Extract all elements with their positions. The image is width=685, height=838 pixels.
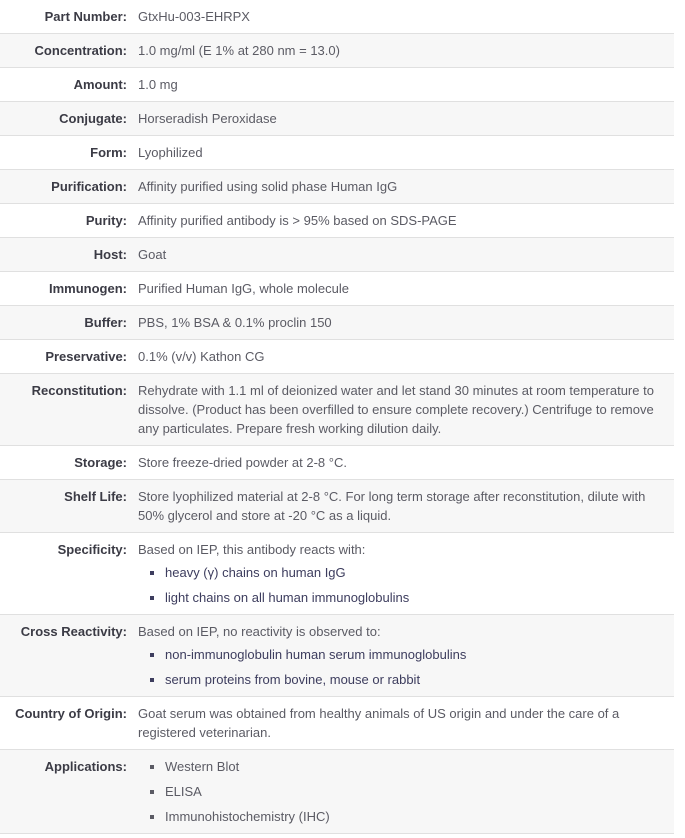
spec-row-value	[138, 7, 674, 26]
bullet-item: ▪ Western Blot	[165, 757, 662, 776]
spec-row-specificity	[0, 533, 674, 615]
bullet-item: ▪ Immunohistochemistry (IHC)	[165, 807, 662, 826]
spec-row-purity	[0, 204, 674, 238]
spec-row-value	[138, 177, 674, 196]
spec-row-form	[0, 136, 674, 170]
spec-row-text: Lyophilized	[138, 145, 203, 160]
spec-row-cross-reactivity	[0, 615, 674, 697]
spec-row-label: Cross Reactivity:	[20, 624, 127, 639]
spec-row-label: Shelf Life:	[64, 489, 127, 504]
spec-row-storage	[0, 446, 674, 480]
spec-row-label: Immunogen:	[49, 281, 127, 296]
spec-row-country-of-origin	[0, 697, 674, 750]
spec-row-value	[138, 381, 674, 438]
spec-row-host	[0, 238, 674, 272]
spec-row-text: Horseradish Peroxidase	[138, 111, 277, 126]
bullet-list	[138, 757, 662, 826]
spec-row-text: Goat serum was obtained from healthy animals of US origin and under the care of a registered veterinarian.	[138, 706, 620, 740]
spec-row-label: Purification:	[51, 179, 127, 194]
spec-row-label: Concentration:	[34, 43, 127, 58]
spec-row-value	[138, 143, 674, 162]
spec-row-reconstitution	[0, 374, 674, 446]
spec-row-amount	[0, 68, 674, 102]
spec-row-label: Specificity:	[57, 542, 127, 557]
spec-row-value	[138, 41, 674, 60]
spec-row-label: Preservative:	[45, 349, 127, 364]
spec-row-text: Goat	[138, 247, 167, 262]
spec-row-text: Purified Human IgG, whole molecule	[138, 281, 349, 296]
spec-row-value	[138, 704, 674, 742]
spec-row-text: 0.1% (v/v) Kathon CG	[138, 349, 265, 364]
spec-row-value	[138, 279, 674, 298]
spec-row-text: Based on IEP, no reactivity is observed to:	[138, 624, 381, 639]
spec-row-value	[138, 313, 674, 332]
bullet-item: ▪ ELISA	[165, 782, 662, 801]
spec-row-label: Applications:	[44, 759, 127, 774]
spec-row-immunogen	[0, 272, 674, 306]
spec-row-label: Purity:	[85, 213, 127, 228]
bullet-item: ▪ non-immunoglobulin human serum immunoglobulins	[165, 645, 662, 664]
spec-row-value	[138, 245, 674, 264]
spec-row-value	[138, 75, 674, 94]
spec-row-purification	[0, 170, 674, 204]
spec-row-value	[138, 757, 674, 826]
spec-row-buffer	[0, 306, 674, 340]
bullet-list	[138, 563, 662, 607]
spec-row-text: GtxHu-003-EHRPX	[138, 9, 250, 24]
bullet-item: ▪ serum proteins from bovine, mouse or rabbit	[165, 670, 662, 689]
spec-row-concentration	[0, 34, 674, 68]
spec-row-label: Host:	[93, 247, 127, 262]
spec-row-value	[138, 109, 674, 128]
spec-row-value	[138, 347, 674, 366]
spec-row-shelf-life	[0, 480, 674, 533]
spec-row-label: Conjugate:	[59, 111, 127, 126]
spec-row-label: Form:	[90, 145, 127, 160]
spec-row-conjugate	[0, 102, 674, 136]
spec-row-text: PBS, 1% BSA & 0.1% proclin 150	[138, 315, 332, 330]
spec-row-preservative	[0, 340, 674, 374]
spec-row-value	[138, 453, 674, 472]
spec-row-text: 1.0 mg	[138, 77, 178, 92]
bullet-item: ▪ light chains on all human immunoglobulins	[165, 588, 662, 607]
spec-row-text: Store lyophilized material at 2-8 °C. For long term storage after reconstitution, dilute with 50% glycerol and store at -20 °C as a liquid.	[138, 489, 646, 523]
spec-row-label: Storage:	[74, 455, 127, 470]
spec-row-label: Part Number:	[44, 9, 127, 24]
spec-row-value	[138, 211, 674, 230]
spec-row-text: Based on IEP, this antibody reacts with:	[138, 542, 366, 557]
bullet-list	[138, 645, 662, 689]
spec-row-value	[138, 622, 674, 689]
spec-row-label: Buffer:	[84, 315, 127, 330]
spec-row-value	[138, 487, 674, 525]
spec-row-applications	[0, 750, 674, 834]
spec-row-text: Affinity purified using solid phase Human IgG	[138, 179, 398, 194]
spec-row-value	[138, 540, 674, 607]
bullet-item: ▪ heavy (γ) chains on human IgG	[165, 563, 662, 582]
spec-row-text: Affinity purified antibody is > 95% based on SDS-PAGE	[138, 213, 457, 228]
spec-row-label: Amount:	[73, 77, 127, 92]
spec-row-label: Reconstitution:	[31, 383, 127, 398]
spec-row-part-number	[0, 0, 674, 34]
spec-row-label: Country of Origin:	[15, 706, 127, 721]
spec-row-text: Store freeze-dried powder at 2-8 °C.	[138, 455, 347, 470]
spec-row-text: Rehydrate with 1.1 ml of deionized water and let stand 30 minutes at room temperature to dissolve. (Product has been overfilled to ensure complete recovery.) Centrifuge to remove any particulates. Prepare fresh working dilution daily.	[138, 383, 654, 436]
spec-row-text: 1.0 mg/ml (E 1% at 280 nm = 13.0)	[138, 43, 340, 58]
